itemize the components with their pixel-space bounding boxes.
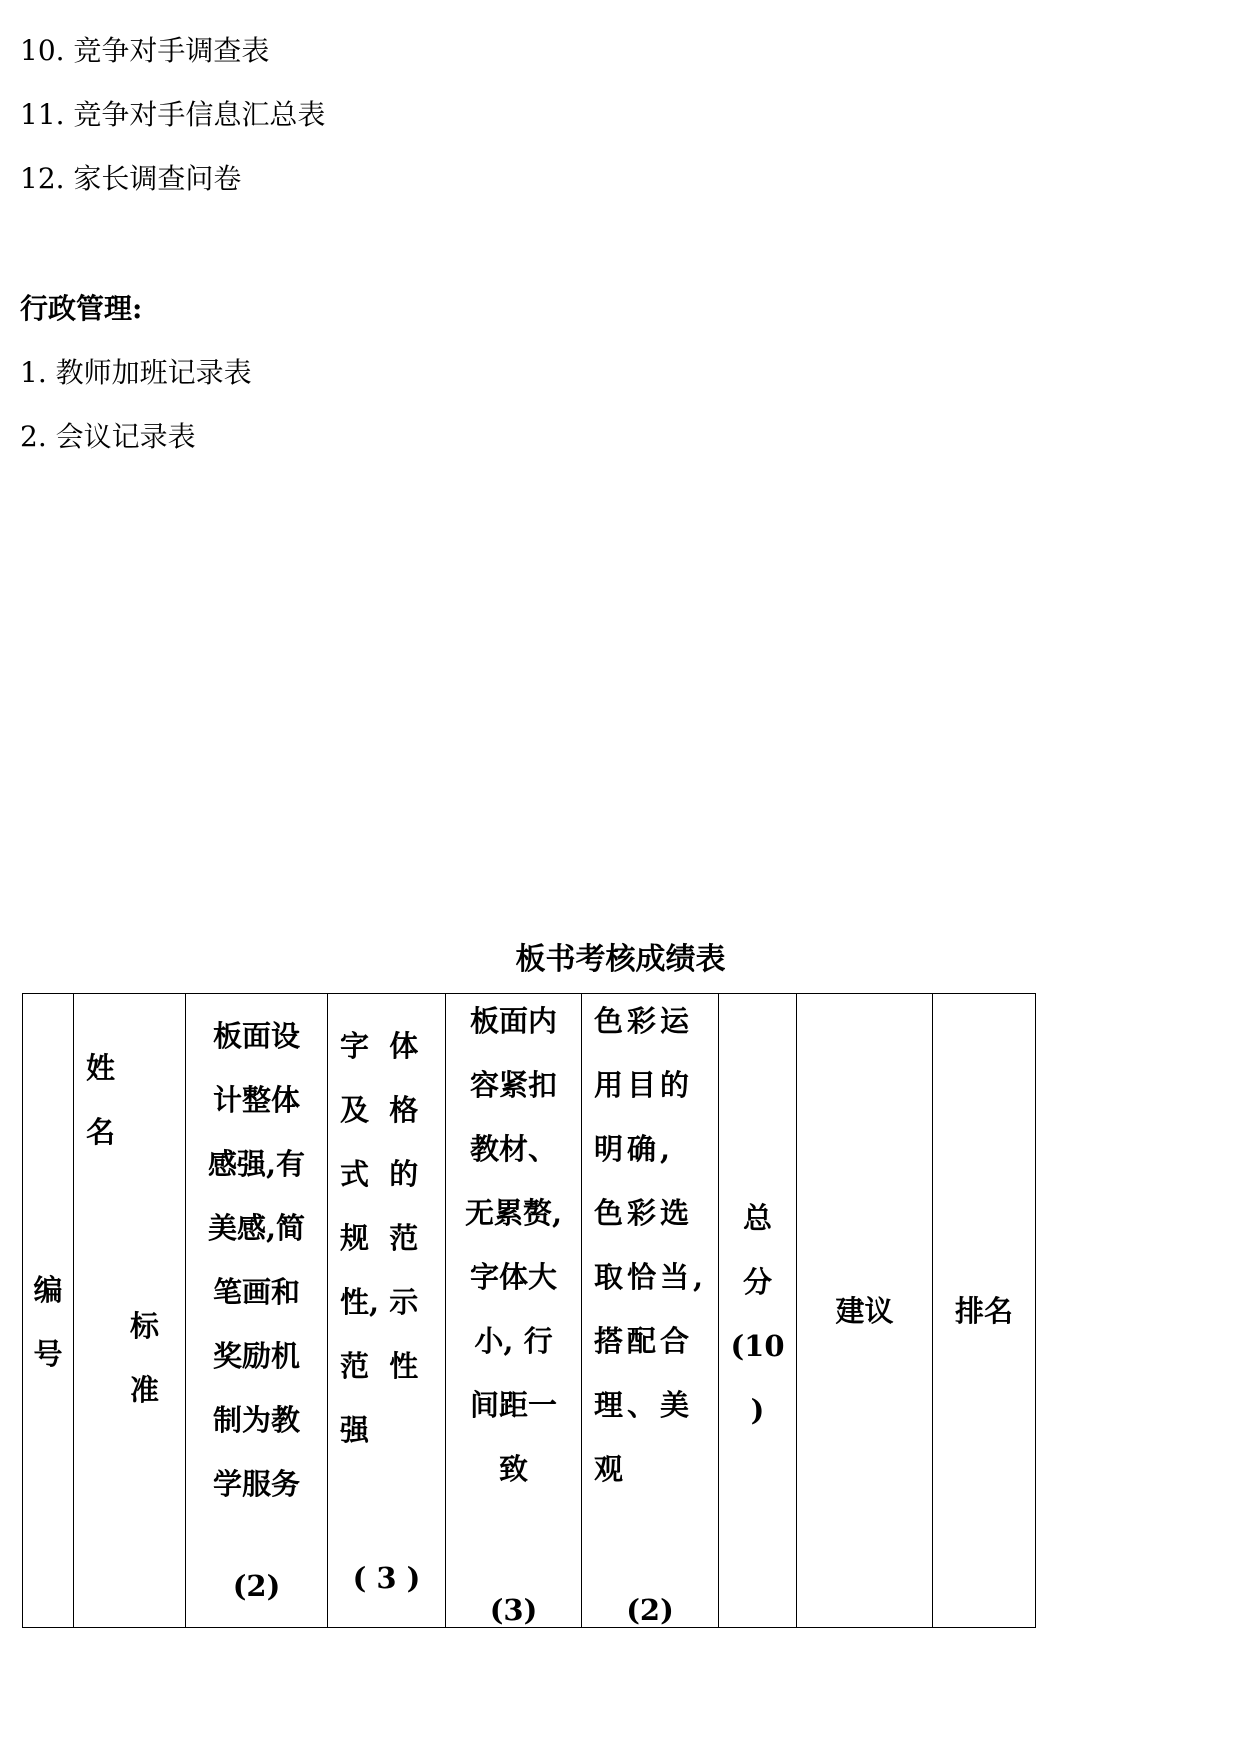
list-item-meeting-minutes: 2. 会议记录表 bbox=[20, 420, 196, 453]
header-cell-font bbox=[328, 994, 446, 1628]
header-content-text: 板面内 容紧扣 教材、 无累赘, 字体大 小, 行 间距一 致 bbox=[464, 1004, 563, 1486]
header-color-text: 色彩运 用目的 明确, 色彩选 取恰当, 搭配合 理、美 观 bbox=[594, 1004, 708, 1486]
header-font-score: ( 3 ) bbox=[352, 1561, 421, 1595]
header-cell-number bbox=[23, 994, 74, 1628]
header-rank: 排名 bbox=[954, 1294, 1013, 1328]
admin-heading: 行政管理: bbox=[20, 292, 143, 325]
header-overall-score: (2) bbox=[232, 1569, 281, 1603]
table-title: 板书考核成绩表 bbox=[515, 942, 726, 977]
header-overall-text: 板面设 计整体 感强,有 美感,简 笔画和 奖励机 制为教 学服务 bbox=[207, 1019, 306, 1501]
header-total: 总 分 (10 ) bbox=[730, 1201, 785, 1427]
table-header-row bbox=[23, 994, 1036, 1628]
list-item-competitor-summary: 11. 竞争对手信息汇总表 bbox=[20, 98, 326, 131]
header-cell-rank bbox=[933, 994, 1036, 1628]
assessment-table bbox=[22, 993, 1036, 1628]
header-cell-color bbox=[582, 994, 719, 1628]
header-number: 编 号 bbox=[33, 1273, 63, 1371]
header-color-score: (2) bbox=[626, 1593, 674, 1627]
header-cell-total bbox=[719, 994, 797, 1628]
header-font-text: 字 体 及 格 式 的 规 范 性, 示 范 性 强 bbox=[340, 1029, 419, 1447]
header-cell-content bbox=[446, 994, 582, 1628]
header-cell-overall bbox=[186, 994, 328, 1628]
header-content-score: (3) bbox=[489, 1593, 538, 1627]
header-name: 姓 名 bbox=[86, 1051, 116, 1149]
header-standard: 标 准 bbox=[130, 1309, 160, 1407]
header-cell-suggestion bbox=[797, 994, 933, 1628]
header-suggestion: 建议 bbox=[835, 1294, 894, 1328]
list-item-competitor-survey: 10. 竞争对手调查表 bbox=[20, 34, 270, 67]
list-item-teacher-overtime: 1. 教师加班记录表 bbox=[20, 356, 252, 389]
list-item-parent-survey: 12. 家长调查问卷 bbox=[20, 162, 242, 195]
header-cell-name-standard bbox=[74, 994, 186, 1628]
